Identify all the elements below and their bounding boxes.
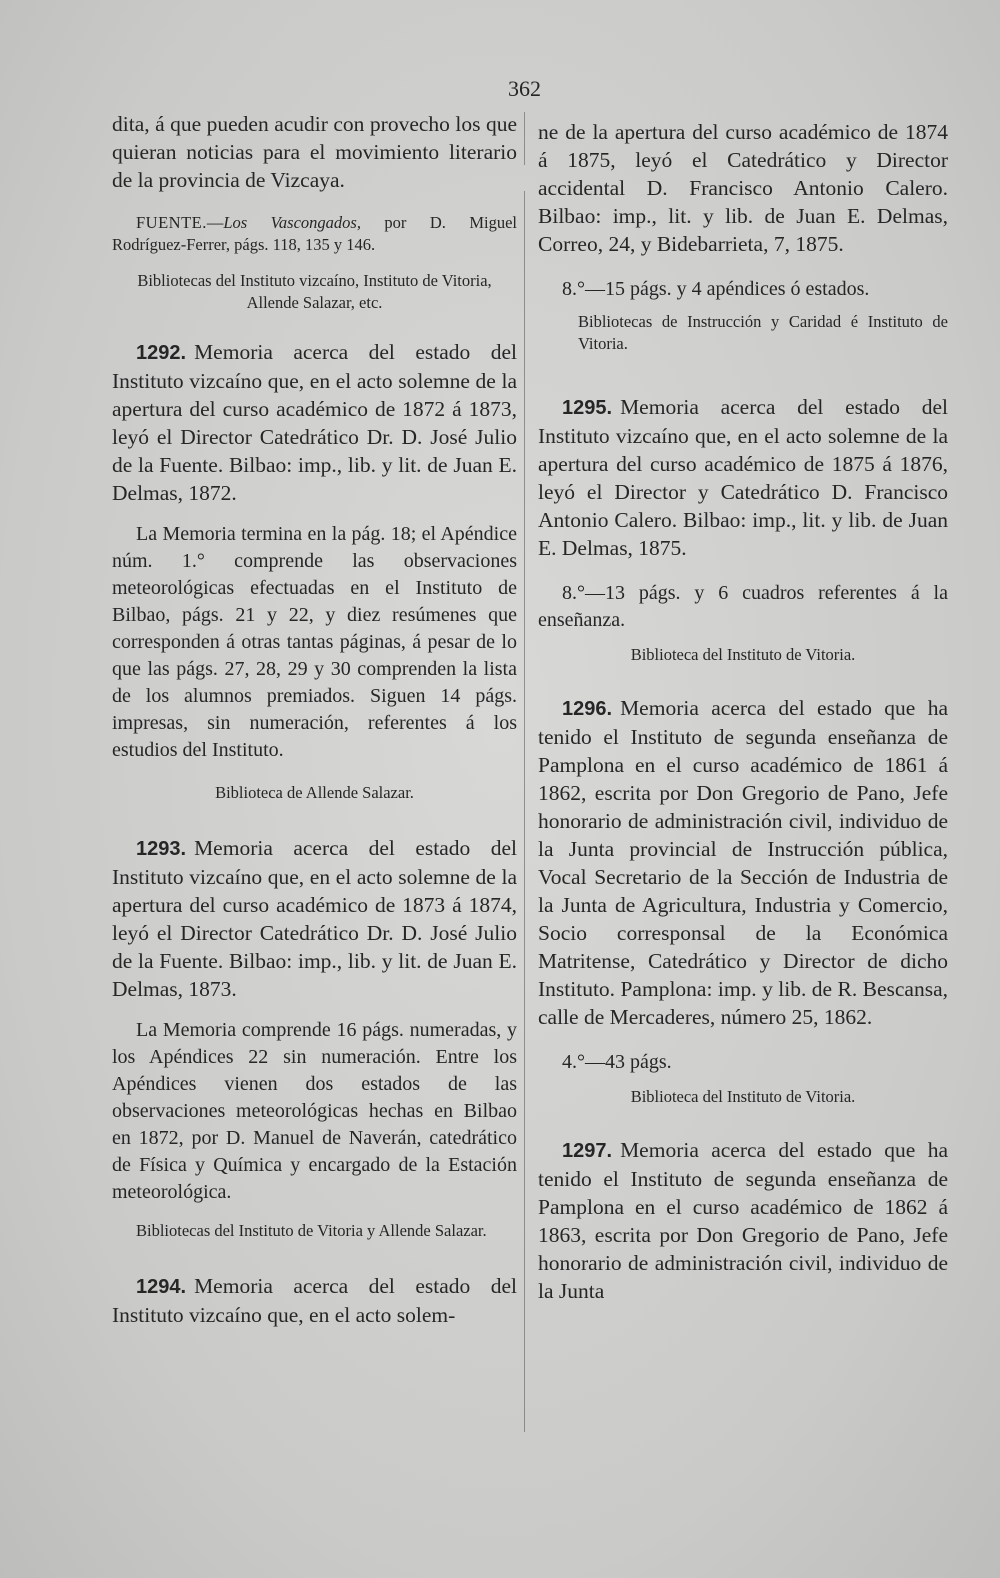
entry-1297: [538, 1136, 948, 1305]
entry-text: Memoria acerca del estado del Instituto vizcaíno que, en el acto solem-: [112, 1274, 517, 1327]
entry-note: La Memoria termina en la pág. 18; el Apéndice núm. 1.° comprende las observaciones meteorológicas efectuadas en el Instituto de Bilbao, págs. 21 y 22, y diez resúmenes que corresponden á otras tantas páginas, á pesar de lo que las págs. 27, 28, 29 y 30 comprenden la lista de los alumnos premiados. Siguen 14 págs. impresas, sin numeración, referentes á los estudios del Instituto.: [112, 523, 517, 761]
entry-1296: [538, 694, 948, 1108]
column-divider: [524, 112, 525, 1432]
entry-1294: [112, 1272, 517, 1329]
entry-library: Bibliotecas del Instituto de Vitoria y Allende Salazar.: [136, 1221, 487, 1240]
entry-1293: [112, 834, 517, 1242]
entry-library: Biblioteca de Allende Salazar.: [215, 783, 414, 802]
entry-number: 1292.: [136, 342, 187, 364]
entry-library: Biblioteca del Instituto de Vitoria.: [630, 1087, 856, 1106]
page-number: 362: [508, 76, 541, 101]
entry-number: 1293.: [136, 838, 187, 860]
entry-1292: [112, 338, 517, 804]
continuation-note: 8.°—15 págs. y 4 apéndices ó estados.: [562, 278, 870, 300]
entry-number: 1296.: [562, 698, 613, 720]
intro-libraries: Bibliotecas del Instituto vizcaíno, Instituto de Vitoria, Allende Salazar, etc.: [137, 271, 492, 312]
entry-number: 1297.: [562, 1140, 613, 1162]
entry-text: Memoria acerca del estado del Instituto vizcaíno que, en el acto solemne de la apertura del curso académico de 1872 á 1873, leyó el Director Catedrático Dr. D. José Julio de la Fuente. Bilbao: imp., lib. y lit. de Juan E. Delmas, 1872.: [112, 340, 517, 505]
entry-1293-body: [112, 834, 517, 1003]
entry-note: 8.°—13 págs. y 6 cuadros referentes á la enseñanza.: [538, 582, 948, 631]
entry-1292-body: [112, 338, 517, 507]
source-title: Los Vascongados,: [223, 213, 361, 232]
source-label: FUENTE.: [136, 213, 207, 232]
entry-text: Memoria acerca del estado que ha tenido el Instituto de segunda enseñanza de Pamplona en el curso académico de 1861 á 1862, escrita por Don Gregorio de Pano, Jefe honorario de administración civil, individuo de la Junta provincial de Instrucción pública, Vocal Secretario de la Sección de Industria de la Junta de Agricultura, Industria y Comercio, Socio corresponsal de la Económica Matritense, Catedrático y Director de dicho Instituto. Pamplona: imp. y lib. de R. Bescansa, calle de Mercaderes, número 25, 1862.: [538, 696, 948, 1029]
entry-1296-body: [538, 694, 948, 1031]
entry-1295-body: [538, 393, 948, 562]
entry-library: Biblioteca del Instituto de Vitoria.: [630, 645, 856, 664]
entry-text: Memoria acerca del estado del Instituto vizcaíno que, en el acto solemne de la apertura del curso académico de 1873 á 1874, leyó el Director Catedrático Dr. D. José Julio de la Fuente. Bilbao: imp., lib. y lit. de Juan E. Delmas, 1873.: [112, 836, 517, 1001]
entry-number: 1295.: [562, 397, 613, 419]
left-column: [112, 110, 517, 1329]
intro-text: dita, á que pueden acudir con provecho los que quieran noticias para el movimiento literario de la provincia de Vizcaya.: [112, 112, 517, 192]
source-citation: [112, 212, 517, 256]
entry-text: Memoria acerca del estado del Instituto vizcaíno que, en el acto solemne de la apertura del curso académico de 1875 á 1876, leyó el Director y Catedrático D. Francisco Antonio Calero. Bilbao: imp., lit. y lib. de Juan E. Delmas, 1875.: [538, 395, 948, 560]
source-rest: por D. Miguel Rodríguez-Ferrer, págs. 118, 135 y 146.: [112, 213, 518, 254]
entry-1295: [538, 393, 948, 666]
entry-1297-body: [538, 1136, 948, 1305]
entry-1294-body: [112, 1272, 517, 1329]
entry-text: Memoria acerca del estado que ha tenido el Instituto de segunda enseñanza de Pamplona en el curso académico de 1862 á 1863, escrita por Don Gregorio de Pano, Jefe honorario de administración civil, individuo de la Junta: [538, 1138, 948, 1303]
right-column: [538, 118, 948, 1305]
entry-number: 1294.: [136, 1276, 187, 1298]
entry-note: La Memoria comprende 16 págs. numeradas, y los Apéndices 22 sin numeración. Entre los Apéndices vienen dos estados de las observaciones meteorológicas hechas en Bilbao en 1872, por D. Manuel de Naverán, catedrático de Física y Química y encargado de la Estación meteorológica.: [112, 1019, 517, 1203]
continuation-library: Bibliotecas de Instrucción y Caridad é Instituto de Vitoria.: [578, 312, 948, 353]
continuation-text: ne de la apertura del curso académico de 1874 á 1875, leyó el Catedrático y Director accidental D. Francisco Antonio Calero. Bilbao: imp., lit. y lib. de Juan E. Delmas, Correo, 24, y Bidebarrieta, 7, 1875.: [538, 120, 948, 256]
entry-note: 4.°—43 págs.: [562, 1051, 672, 1073]
source-dash: —: [206, 213, 224, 232]
